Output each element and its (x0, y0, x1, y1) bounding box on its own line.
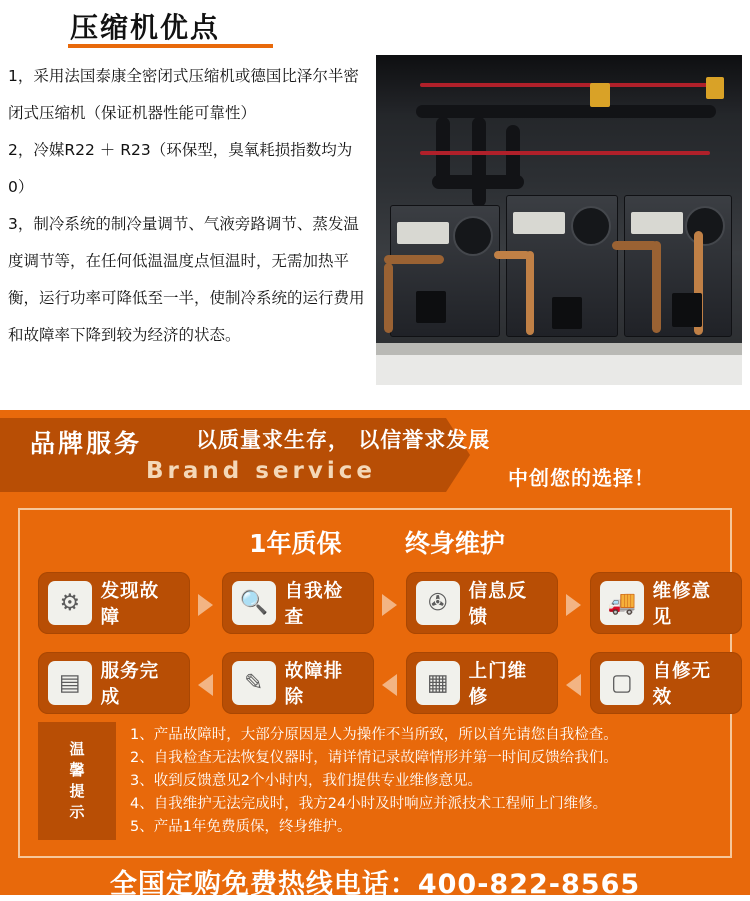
brand-title-cn: 品牌服务 (30, 429, 143, 458)
copper-tube-1 (384, 255, 444, 264)
truck-icon: 🚚 (600, 581, 644, 625)
flow-step-label: 自修无效 (652, 661, 712, 708)
compressor-photo (376, 55, 742, 385)
flow-step-feedback[interactable] (406, 572, 558, 634)
toolbox-icon: ▦ (416, 661, 460, 705)
advantage-paragraph-3: 3，制冷系统的制冷量调节、气液旁路调节、蒸发温度调节等，在任何低温温度点恒温时，无需加热平衡，运行功率可降低至一半，使制冷系统的运行费用和故障率下降到较为经济的状态。 (8, 215, 365, 344)
unit-fan-2 (571, 206, 611, 246)
tips-label-char-3: 提 (69, 782, 85, 800)
title-underline (68, 44, 273, 48)
brand-slogan-line2: 中创您的选择！ (508, 466, 655, 490)
wallet-icon: ▤ (48, 661, 92, 705)
page-title: 压缩机优点 (70, 11, 221, 44)
yellow-valve-cap-1 (590, 83, 610, 107)
tips-label-char-2: 馨 (69, 761, 85, 779)
lifetime-maintenance-heading: 终身维护 (404, 529, 505, 558)
tip-item: 3、收到反馈意见2个小时内，我们提供专业维修意见。 (130, 773, 482, 789)
flow-step-label: 上门维修 (468, 661, 528, 708)
pipe-red-upper (420, 83, 720, 87)
panel-headings (20, 524, 734, 560)
blocked-icon: ▢ (600, 661, 644, 705)
warranty-heading: 1年质保 (249, 529, 342, 558)
flow-step-find-fault[interactable] (38, 572, 190, 634)
advantages-text-block (8, 58, 368, 354)
flow-step-label: 自我检查 (284, 581, 344, 628)
tips-label-char-1: 温 (69, 740, 85, 758)
flow-arrow-left-1 (198, 674, 213, 696)
unit-fan-1 (453, 216, 493, 256)
flow-arrow-left-2 (382, 674, 397, 696)
tips-label-char-4: 示 (69, 803, 85, 821)
unit-label-1 (397, 222, 449, 244)
service-flow (38, 572, 716, 732)
compressor-advantages-section (0, 0, 750, 410)
flow-arrow-right-2 (382, 594, 397, 616)
brand-title-en: Brand service (146, 458, 376, 484)
tip-item: 5、产品1年免费质保，终身维护。 (130, 819, 352, 835)
magnifier-icon: 🔍 (232, 581, 276, 625)
unit-fan-3 (685, 206, 725, 246)
flow-step-repair-advice[interactable] (590, 572, 742, 634)
flow-step-label: 故障排除 (284, 661, 344, 708)
gear-icon: ⚙ (48, 581, 92, 625)
tip-item: 4、自我维护无法完成时，我方24小时及时响应并派技术工程师上门维修。 (130, 796, 608, 812)
brand-service-section (0, 410, 750, 900)
pipe-horizontal-main (416, 105, 716, 118)
flow-step-label: 发现故障 (100, 581, 160, 628)
flow-row-2 (38, 652, 716, 714)
copper-tube-4 (526, 251, 534, 335)
brand-slogan-line1: 以质量求生存， 以信誉求发展 (196, 428, 491, 452)
unit-label-3 (631, 212, 683, 234)
flow-step-label: 维修意见 (652, 581, 712, 628)
flow-step-label: 服务完成 (100, 661, 160, 708)
advantage-paragraph-1: 1，采用法国泰康全密闭式压缩机或德国比泽尔半密闭式压缩机（保证机器性能可靠性） (8, 67, 359, 122)
flow-step-self-check[interactable] (222, 572, 374, 634)
unit-label-2 (513, 212, 565, 234)
flow-step-service-complete[interactable] (38, 652, 190, 714)
flow-arrow-right-1 (198, 594, 213, 616)
advantage-paragraph-2: 2，冷媒R22 ＋ R23（环保型，臭氧耗损指数均为0） (8, 141, 353, 196)
hotline-text: 全国定购免费热线电话：400-822-8565 (109, 869, 641, 900)
flow-step-label: 信息反馈 (468, 581, 528, 628)
tips-box (38, 722, 716, 840)
pipe-vertical-b (472, 117, 486, 207)
tip-item: 1、产品故障时，大部分原因是人为操作不当所致，所以首先请您自我检查。 (130, 727, 618, 743)
settings-icon: ✇ (416, 581, 460, 625)
flow-arrow-right-3 (566, 594, 581, 616)
flow-step-troubleshoot[interactable] (222, 652, 374, 714)
flow-arrow-left-3 (566, 674, 581, 696)
electrical-box-3 (672, 293, 702, 327)
pipe-red-lower (420, 151, 710, 155)
copper-tube-6 (652, 241, 661, 333)
service-panel (18, 508, 732, 858)
electrical-box-1 (416, 291, 446, 323)
photo-floor (376, 355, 742, 385)
copper-tube-3 (494, 251, 530, 259)
yellow-valve-cap-2 (706, 77, 724, 99)
tips-list (130, 724, 618, 839)
pipe-bend-lower (432, 175, 524, 189)
flow-step-onsite-repair[interactable] (406, 652, 558, 714)
tips-label (38, 722, 116, 840)
flow-step-self-repair-failed[interactable] (590, 652, 742, 714)
brand-bar (0, 410, 750, 502)
copper-tube-2 (384, 263, 393, 333)
flow-row-1 (38, 572, 716, 634)
tip-item: 2、自我检查无法恢复仪器时，请详情记录故障情形并第一时间反馈给我们。 (130, 750, 618, 766)
electrical-box-2 (552, 297, 582, 329)
checklist-icon: ✎ (232, 661, 276, 705)
